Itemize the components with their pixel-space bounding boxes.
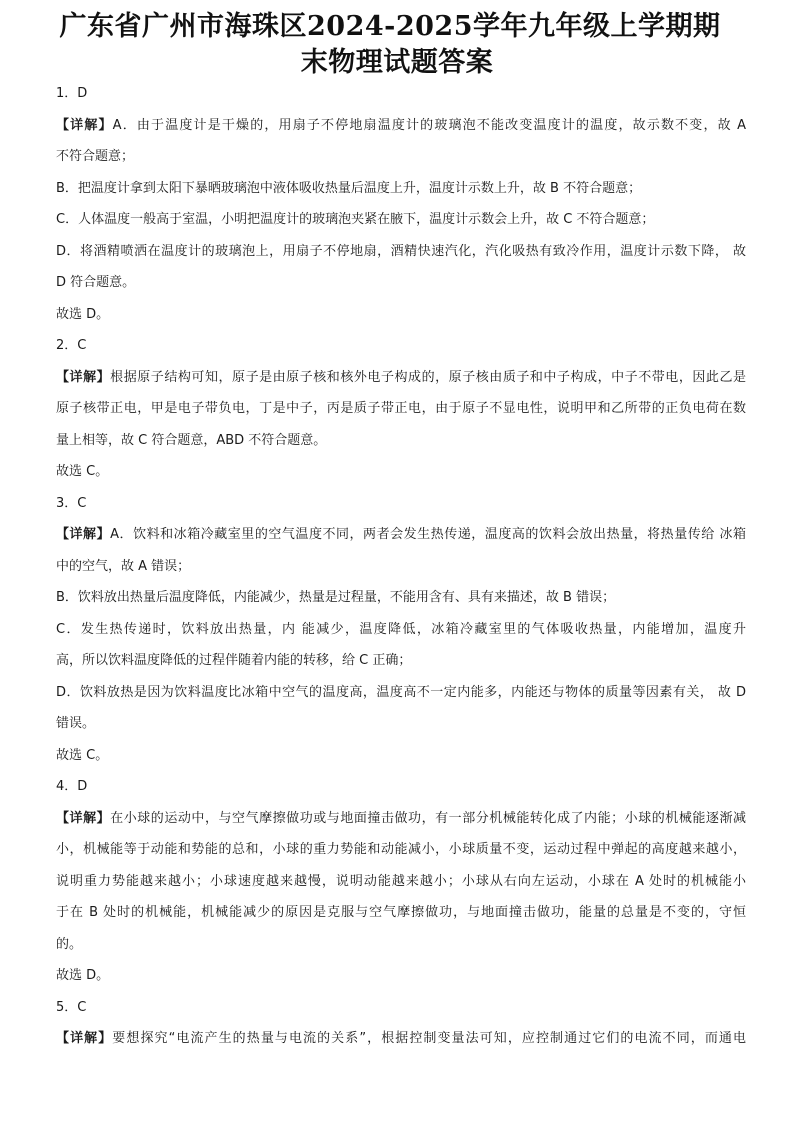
answer-line xyxy=(56,740,746,772)
answer-text: B．把温度计拿到太阳下暴晒玻璃泡中液体吸收热量后温度上升，温度计示数上升，故 B 不符合题意； xyxy=(56,180,642,196)
detail-tag: 【详解】 xyxy=(56,369,111,385)
answer-text: 要想探究“电流产生的热量与电流的关系”，根据控制变量法可知，应控制通过它们的电流不同，而通电 xyxy=(112,1031,746,1046)
answer-line xyxy=(56,897,746,929)
answer-text: 根据原子结构可知，原子是由原子核和核外电子构成的，原子核由质子和中子构成，中子不带电，因此乙是 xyxy=(110,369,746,385)
answer-line xyxy=(56,362,746,394)
detail-tag: 【详解】 xyxy=(56,527,111,542)
answer-text: 原子核带正电，甲是电子带负电，丁是中子，丙是质子带正电，由于原子不显电性，说明甲和乙所带的正负电荷在数 xyxy=(56,401,746,416)
answer-text: 量上相等，故 C 符合题意，ABD 不符合题意。 xyxy=(56,432,327,448)
answer-line xyxy=(56,708,746,740)
answer-text: 不符合题意； xyxy=(56,149,135,164)
answer-text: D．饮料放热是因为饮料温度比冰箱中空气的温度高，温度高不一定内能多，内能还与物体的质量等因素有关， 故 D xyxy=(56,684,746,700)
answer-text: C．人体温度一般高于室温，小明把温度计的玻璃泡夹紧在腋下，温度计示数会上升，故 C 不符合题意； xyxy=(56,212,655,227)
answer-body xyxy=(56,78,746,1055)
answer-line xyxy=(56,236,746,268)
answer-text: 故选 C。 xyxy=(56,464,109,479)
answer-line xyxy=(56,173,746,205)
answer-line xyxy=(56,960,746,992)
answer-text: 中的空气，故 A 错误； xyxy=(56,558,191,574)
answer-text: 故选 D。 xyxy=(56,968,110,983)
answer-text: 在小球的运动中，与空气摩擦做功或与地面撞击做功，有一部分机械能转化成了内能；小球的机械能逐渐减 xyxy=(110,810,746,826)
answer-text: A．由于温度计是干燥的，用扇子不停地扇温度计的玻璃泡不能改变温度计的温度，故示数不变，故 A xyxy=(112,117,746,133)
answer-text: 5．C xyxy=(56,999,87,1015)
answer-text: 说明重力势能越来越小；小球速度越来越慢，说明动能越来越小；小球从右向左运动，小球在 A 处时的机械能小 xyxy=(56,873,746,889)
answer-line xyxy=(56,519,746,551)
answer-line xyxy=(56,771,746,803)
answer-text: 3．C xyxy=(56,495,87,511)
detail-tag: 【详解】 xyxy=(56,810,111,826)
answer-line xyxy=(56,803,746,835)
answer-line xyxy=(56,582,746,614)
answer-line xyxy=(56,425,746,457)
answer-line xyxy=(56,614,746,646)
answer-line xyxy=(56,267,746,299)
answer-text: 1．D xyxy=(56,86,88,101)
answer-line xyxy=(56,1023,746,1055)
answer-line xyxy=(56,645,746,677)
answer-text: B．饮料放出热量后温度降低，内能减少，热量是过程量，不能用含有、具有来描述，故 B 错误； xyxy=(56,590,616,605)
answer-line xyxy=(56,456,746,488)
answer-text: 的。 xyxy=(56,936,83,952)
answer-text: 错误。 xyxy=(56,716,96,731)
answer-line xyxy=(56,393,746,425)
answer-line xyxy=(56,677,746,709)
answer-line xyxy=(56,78,746,110)
document-title-line-1: 广东省广州市海珠区2024-2025学年九年级上学期期 xyxy=(59,11,721,42)
answer-line xyxy=(56,330,746,362)
answer-line xyxy=(56,110,746,142)
answer-text: 2．C xyxy=(56,338,87,353)
answer-text: D．将酒精喷洒在温度计的玻璃泡上，用扇子不停地扇，酒精快速汽化，汽化吸热有致冷作用，温度计示数下降， 故 xyxy=(56,243,746,259)
answer-line xyxy=(56,488,746,520)
answer-line xyxy=(56,992,746,1024)
document-title-line-2: 末物理试题答案 xyxy=(300,47,494,78)
answer-text: 小，机械能等于动能和势能的总和，小球的重力势能和动能减小，小球质量不变，运动过程中弹起的高度越来越小， xyxy=(56,842,746,857)
detail-tag: 【详解】 xyxy=(56,1031,113,1046)
answer-text: C．发生热传递时，饮料放出热量，内 能减少，温度降低，冰箱冷藏室里的气体吸收热量，内能增加，温度升 xyxy=(56,621,746,637)
answer-line xyxy=(56,866,746,898)
answer-text: A．饮料和冰箱冷藏室里的空气温度不同，两者会发生热传递，温度高的饮料会放出热量，将热量传给 冰箱 xyxy=(110,527,746,542)
answer-text: 故选 C。 xyxy=(56,747,109,763)
answer-text: 于在 B 处时的机械能，机械能减少的原因是克服与空气摩擦做功，与地面撞击做功，能量的总量是不变的，守恒 xyxy=(56,905,746,920)
answer-line xyxy=(56,929,746,961)
answer-line xyxy=(56,299,746,331)
answer-line xyxy=(56,204,746,236)
answer-text: 4．D xyxy=(56,779,88,794)
answer-text: D 符合题意。 xyxy=(56,275,136,290)
answer-line xyxy=(56,551,746,583)
answer-line xyxy=(56,834,746,866)
detail-tag: 【详解】 xyxy=(56,117,113,133)
answer-line xyxy=(56,141,746,173)
answer-text: 故选 D。 xyxy=(56,306,110,322)
answer-text: 高，所以饮料温度降低的过程伴随着内能的转移，给 C 正确； xyxy=(56,653,412,668)
